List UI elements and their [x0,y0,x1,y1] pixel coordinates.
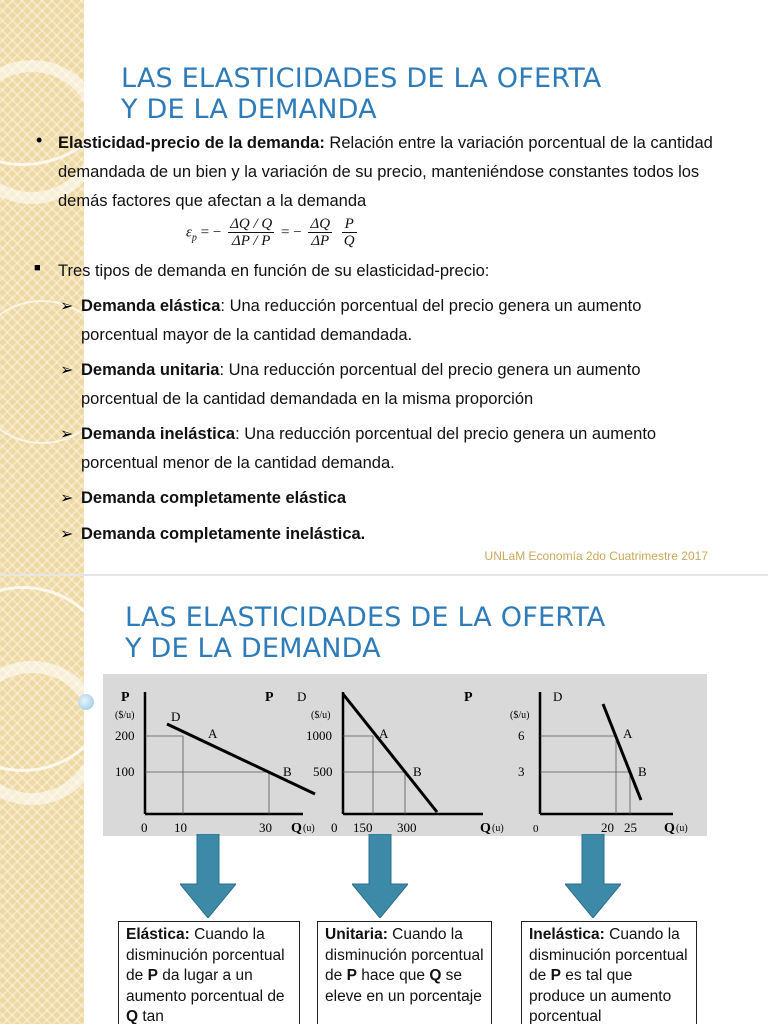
x-tick: 30 [259,820,272,835]
y-tick: 500 [313,764,333,779]
title-line-1: LAS ELASTICIDADES DE LA OFERTA [121,63,602,94]
title-line-2: Y DE LA DEMANDA [121,94,377,125]
elasticity-charts [103,674,707,836]
p-axis-label: P [265,690,274,705]
arrow-bullet: ➢ [60,298,74,315]
list-item-completamente-inelastica: Demanda completamente inelástica. [81,525,366,543]
q-unit: (u) [676,823,688,834]
y-tick: 6 [518,728,525,743]
point-b-label: B [413,764,422,779]
demand-label: D [553,689,563,704]
q-unit: (u) [303,823,315,834]
y-tick: 3 [518,764,525,779]
slide-2 [0,574,768,1024]
point-a-label: A [623,726,633,741]
arrow-bullet: ➢ [60,526,74,543]
formula-eq-sign-2: = − [280,224,302,241]
definition-text: Relación entre la variación porcentual de la cantidad demandada de un bien y la variación de su precio, manteniéndose constantes todos los demás factores que afectan a la demanda [58,134,713,210]
bullet-square: ■ [34,262,41,274]
definition-paragraph [58,129,738,216]
y-tick: 1000 [306,728,332,743]
x-tick: 0 [533,823,539,835]
footer-text: UNLaM Economía 2do Cuatrimestre 2017 [484,549,708,563]
x-tick: 20 [601,820,614,835]
bullet-dot: • [36,130,43,150]
demand-label: D [297,689,307,704]
bullet-bubble [78,694,94,710]
page-title [125,602,605,664]
q-unit: (u) [492,823,504,834]
types-intro: Tres tipos de demanda en función de su elasticidad-precio: [58,262,490,280]
unit-label: ($/u) [115,710,135,721]
formula-subscript: p [191,232,197,244]
x-tick: 25 [624,820,637,835]
q-axis-label: Q [664,821,675,836]
q-axis-label: Q [480,821,491,836]
formula-fraction-3: $\frac{P}{Q}$ [343,216,355,249]
definition-term: Elasticidad-precio de la demanda: [58,134,325,152]
unit-label: ($/u) [311,710,331,721]
formula-fraction-1: $\frac{\Delta Q / Q}{\Delta P / P}$ [230,216,273,249]
q-axis-label: Q [291,821,302,836]
arrow-bullet: ➢ [60,426,74,443]
formula-eq-sign: = − [200,224,222,241]
point-b-label: B [283,764,292,779]
formula-epsilon: ε [186,224,192,241]
list-item-unitaria: Demanda unitaria: Una reducción porcentual del precio genera un aumento porcentual de la cantidad demandada en la misma proporción [81,361,641,408]
y-tick: 200 [115,728,135,743]
list-item-completamente-elastica: Demanda completamente elástica [81,489,347,507]
box-elastica: Elástica: Cuando la disminución porcentual de P da lugar a un aumento porcentual de Q tan [118,921,300,1024]
x-tick: 300 [397,820,417,835]
point-a-label: A [379,726,389,741]
y-tick: 100 [115,764,135,779]
p-axis-label: P [121,690,130,705]
list-item-inelastica: Demanda inelástica: Una reducción porcentual del precio genera un aumento porcentual menor de la cantidad demanda. [81,425,657,472]
down-arrow-icon [352,834,408,918]
title-line-1: LAS ELASTICIDADES DE LA OFERTA [125,602,606,633]
x-tick: 10 [174,820,187,835]
list-item-elastica: Demanda elástica: Una reducción porcentual del precio genera un aumento porcentual mayor de la cantidad demandada. [81,297,642,344]
title-line-2: Y DE LA DEMANDA [125,633,381,664]
point-a-label: A [208,726,218,741]
x-tick: 0 [331,820,338,835]
arrow-bullet: ➢ [60,490,74,507]
box-inelastica: Inelástica: Cuando la disminución porcentual de P es tal que produce un aumento porcentual [521,921,697,1024]
unit-label: ($/u) [510,710,530,721]
elasticity-formula [186,216,360,250]
arrow-bullet: ➢ [60,362,74,379]
down-arrow-icon [565,834,621,918]
x-tick: 150 [353,820,373,835]
p-axis-label: P [464,690,473,705]
formula-fraction-2: $\frac{\Delta Q}{\Delta P}$ [310,216,331,249]
page-title [121,63,601,125]
down-arrow-icon [180,834,236,918]
point-b-label: B [638,764,647,779]
x-tick: 0 [141,820,148,835]
box-unitaria: Unitaria: Cuando la disminución porcentual de P hace que Q se eleve en un porcentaje [317,921,492,1024]
demand-label: D [171,709,181,724]
